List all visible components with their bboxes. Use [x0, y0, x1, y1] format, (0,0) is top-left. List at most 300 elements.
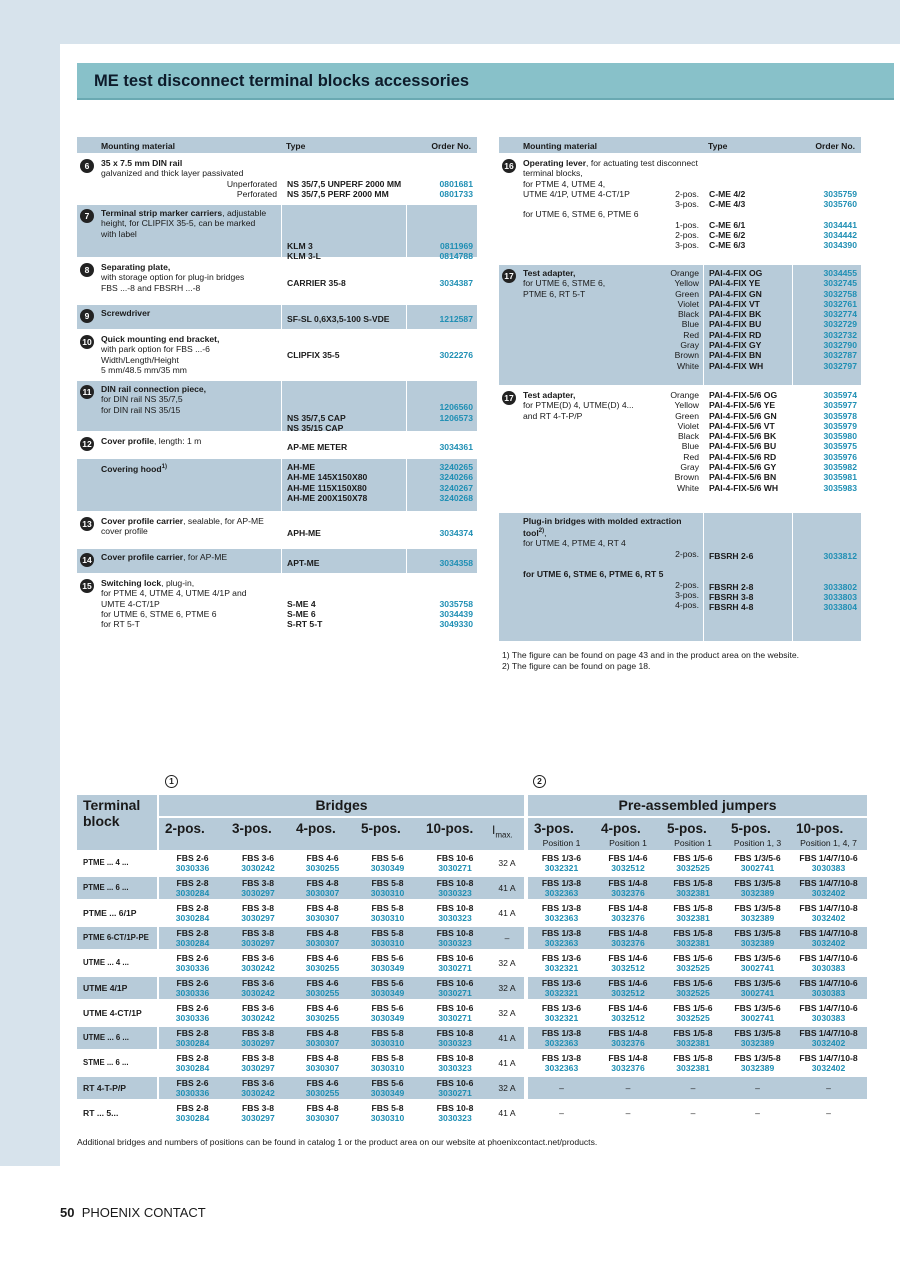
footnote-ref: 1) [161, 464, 167, 470]
header-mounting-material: Mounting material [523, 141, 598, 151]
jumper-cell [661, 953, 725, 974]
footnote-2: 2) The figure can be found on page 18. [502, 660, 651, 671]
order-number: 3033812 [823, 550, 857, 561]
bridge-type: FBS 4-6 [306, 1003, 339, 1013]
description-line [101, 344, 277, 354]
column-divider [281, 381, 282, 431]
description-bold: Operating lever [523, 158, 587, 168]
empty-cell: – [690, 1108, 696, 1118]
mounting-material-cell [97, 331, 281, 379]
column-divider [792, 513, 793, 641]
bridge-type: FBS 2-8 [176, 1053, 209, 1063]
jumper-type: FBS 1/4-6 [608, 853, 648, 863]
bridge-order-no: 3030255 [305, 863, 340, 874]
empty-cell: – [826, 1108, 831, 1118]
type-value: C-ME 6/3 [709, 240, 746, 251]
order-no-cell [407, 205, 477, 261]
jumper-order-no: 3032389 [740, 1038, 775, 1049]
order-number: 3034439 [439, 608, 473, 619]
table-row [77, 1002, 867, 1024]
mounting-material-cell [519, 265, 703, 385]
jumper-order-no: 3032381 [676, 913, 710, 924]
jumper-cell [528, 853, 595, 874]
order-number: 3035979 [823, 420, 857, 431]
table-row [77, 977, 867, 999]
description-line [523, 340, 699, 350]
imax-value: 32 A [498, 958, 516, 968]
bridge-type: FBS 4-8 [306, 1103, 339, 1113]
bridge-type: FBS 3-8 [242, 1103, 274, 1113]
description-text: cover profile [101, 526, 148, 537]
imax-header [492, 823, 513, 839]
description-text: , length: 1 m [154, 436, 202, 446]
type-cell [283, 305, 409, 329]
bridge-order-no: 3030284 [175, 1113, 210, 1124]
bridge-type: FBS 5-8 [371, 903, 404, 913]
imax-value: 41 A [498, 1058, 516, 1068]
jumper-type: FBS 1/3-6 [541, 1003, 582, 1013]
option-label: White [677, 360, 699, 371]
type-value: PAI-4-FIX-5/6 WH [709, 482, 779, 493]
type-cell [283, 205, 409, 261]
type-value: PAI-4-FIX YE [709, 278, 761, 289]
description-line [101, 229, 277, 239]
bridge-type: FBS 5-6 [371, 1078, 404, 1088]
order-number: 3035981 [823, 472, 857, 483]
description-text: , adjustable [222, 208, 267, 218]
option-label: Gray [680, 340, 699, 351]
option-label: Violet [677, 420, 699, 431]
bridge-cell [420, 903, 490, 924]
table-row [77, 927, 867, 949]
jumper-type: FBS 1/3-6 [541, 853, 582, 863]
option-label: Orange [670, 390, 699, 400]
order-number: 3035982 [823, 462, 857, 473]
jumper-cell [725, 853, 790, 874]
jumper-cell [725, 1028, 790, 1049]
bridge-type: FBS 3-6 [242, 853, 274, 863]
jumper-cell [661, 903, 725, 924]
jumper-type: FBS 1/4-6 [608, 953, 648, 963]
header-divider [159, 816, 524, 818]
left-accessory-table [77, 137, 477, 635]
bridge-cell [355, 978, 420, 999]
table-row [77, 1077, 867, 1099]
jumper-order-no: 3032381 [676, 1038, 710, 1049]
bridge-order-no: 3030271 [438, 988, 472, 999]
type-cell [705, 265, 791, 385]
table-row [77, 1027, 867, 1049]
bridge-order-no: 3030297 [241, 938, 275, 949]
bridge-cell [420, 1103, 490, 1124]
column-divider [281, 575, 282, 633]
option-label: 2-pos. [675, 548, 699, 559]
bridge-type: FBS 3-8 [242, 878, 274, 888]
jumper-type: FBS 1/3/5-6 [734, 853, 781, 863]
bridge-type: FBS 3-6 [242, 953, 274, 963]
type-cell [283, 259, 409, 303]
jumper-cell [661, 928, 725, 949]
imax-value: 32 A [498, 1083, 516, 1093]
bridge-type: FBS 5-6 [371, 1003, 404, 1013]
description-line [523, 580, 699, 590]
bridge-cell [420, 1053, 490, 1074]
empty-cell: – [690, 1083, 696, 1093]
jumper-type: FBS 1/3/5-6 [734, 953, 781, 963]
description-line [523, 411, 699, 421]
left_rows-row [77, 259, 477, 305]
type-cell [705, 513, 791, 641]
type-value: APH-ME [287, 528, 321, 539]
description-text: for UTME 6, STME 6, PTME 6 [523, 209, 639, 220]
type-cell [705, 387, 791, 511]
description-text: 5 mm/48.5 mm/35 mm [101, 364, 187, 375]
mounting-material-cell [97, 513, 281, 547]
left_rows-row [77, 513, 477, 549]
mounting-material-cell [519, 155, 703, 263]
bridge-type: FBS 5-8 [371, 878, 404, 888]
order-no-cell [793, 387, 861, 511]
description-line [523, 441, 699, 451]
jumper-order-no: 3032321 [544, 863, 579, 874]
column-divider [406, 155, 407, 203]
bridge-col-header: 2-pos. [165, 821, 205, 836]
jumper-type: FBS 1/3/5-8 [734, 1053, 781, 1063]
description-text: galvanized and thick layer passivated [101, 168, 244, 179]
bridge-cell [159, 1078, 226, 1099]
order-number: 3035974 [823, 390, 857, 400]
description-bold: Quick mounting end bracket, [101, 334, 220, 344]
order-number: 3032732 [823, 329, 857, 340]
table-row [77, 877, 867, 899]
option-label: Black [677, 309, 699, 320]
bridge-order-no: 3030307 [305, 888, 340, 899]
description-line [523, 220, 699, 230]
order-number: 1206573 [439, 412, 473, 423]
jumper-cell [725, 953, 790, 974]
order-number: 3032787 [823, 350, 857, 361]
order-number: 3032774 [823, 309, 857, 320]
bridge-type: FBS 4-8 [306, 1053, 339, 1063]
section-1-badge: 1 [165, 775, 178, 788]
order-number: 3035978 [823, 410, 857, 421]
description-text: FBS ...-8 and FBSRH ...-8 [101, 282, 201, 293]
terminal-block-label: PTME ... 6 ... [83, 883, 129, 892]
type-cell [283, 433, 409, 457]
jumper-position: Position 1 [542, 838, 581, 848]
jumper-cell [790, 903, 867, 924]
bridge-cell [420, 853, 490, 874]
item-number-badge: 16 [502, 159, 516, 173]
mounting-material-cell [97, 433, 281, 457]
bridge-order-no: 3030307 [305, 1113, 340, 1124]
type-value: S-RT 5-T [287, 619, 323, 630]
order-number: 0811969 [440, 240, 473, 251]
description-line [523, 516, 699, 526]
jumper-col-header: 4-pos. [601, 821, 641, 836]
footnote-ref: 2) [538, 528, 545, 535]
type-cell [283, 331, 409, 379]
additional-info-note: Additional bridges and numbers of positions can be found in catalog 1 or the product area on our website at phoenixcontact.net/products. [77, 1137, 598, 1147]
bridge-cell [159, 1053, 226, 1074]
right_rows-row [499, 265, 861, 387]
bridge-order-no: 3030297 [241, 1038, 275, 1049]
type-value [287, 168, 405, 178]
type-cell [283, 513, 409, 547]
jumper-cell [661, 878, 725, 899]
order-no-cell [407, 513, 477, 547]
type-value: APT-ME [287, 558, 320, 568]
page-footer [60, 1205, 206, 1220]
description-text: , plug-in, [161, 578, 195, 588]
bridge-type: FBS 2-8 [176, 1028, 209, 1038]
bridge-cell [290, 953, 355, 974]
jumper-type: FBS 1/4/7/10-8 [799, 878, 858, 888]
bridge-type: FBS 3-8 [242, 1028, 274, 1038]
type-cell [283, 459, 409, 511]
description-line [101, 355, 277, 365]
description-line [523, 526, 699, 538]
bridge-col-header: 10-pos. [426, 821, 474, 836]
type-cell [283, 155, 409, 203]
type-value: PAI-4-FIX GY [709, 340, 762, 351]
bridge-order-no: 3030297 [241, 1063, 275, 1074]
bridge-order-no: 3030284 [175, 913, 210, 924]
description-text: with label [101, 228, 137, 239]
bridge-cell [420, 1028, 490, 1049]
type-value [287, 158, 405, 168]
bridge-type: FBS 4-8 [306, 928, 339, 938]
description-line [101, 334, 277, 344]
order-no-cell [407, 459, 477, 511]
option-label: Green [675, 288, 699, 299]
table-row [77, 852, 867, 874]
description-bold: Switching lock [101, 578, 162, 588]
imax-subscript: max. [495, 830, 513, 840]
type-value: SF-SL 0,6X3,5-100 S-VDE [287, 314, 390, 324]
jumper-type: FBS 1/5-8 [673, 903, 713, 913]
description-line [101, 272, 277, 282]
jumper-cell [790, 1053, 867, 1074]
description-line [101, 384, 277, 394]
description-line [523, 549, 699, 559]
option-label: 2-pos. [675, 579, 699, 590]
option-label: Orange [670, 268, 699, 278]
description-line [523, 230, 699, 240]
bridge-type: FBS 5-8 [371, 928, 404, 938]
footnote-1: 1) The figure can be found on page 43 and in the product area on the website. [502, 650, 800, 660]
jumper-order-no: 3032376 [611, 1038, 645, 1049]
type-value [287, 268, 405, 278]
jumper-order-no: 3032363 [544, 1038, 579, 1049]
order-number: 3240266 [439, 472, 473, 483]
bridge-order-no: 3030271 [438, 1088, 472, 1099]
column-divider [281, 305, 282, 329]
type-value: NS 35/15 CAP [287, 422, 344, 433]
jumper-order-no: 3032389 [740, 888, 775, 899]
bridge-type: FBS 3-8 [242, 903, 274, 913]
bridge-cell [159, 953, 226, 974]
jumper-cell [595, 1003, 661, 1024]
description-line [523, 319, 699, 329]
order-number: 0814788 [439, 250, 473, 261]
description-text: terminal blocks, [523, 168, 583, 179]
jumper-order-no: 3032321 [544, 988, 579, 999]
bridge-cell [290, 978, 355, 999]
description-text: , for actuating test disconnect [586, 158, 698, 168]
bridge-cell [159, 1003, 226, 1024]
imax-value: – [504, 933, 510, 943]
bridge-order-no: 3030336 [175, 1013, 210, 1024]
order-number: 3033804 [823, 602, 857, 613]
jumper-order-no: 3032402 [811, 1063, 846, 1074]
order-number [411, 392, 473, 402]
jumper-type: FBS 1/4-6 [608, 978, 648, 988]
description-line [523, 390, 699, 400]
imax-value: 32 A [498, 1008, 516, 1018]
left_rows-row [77, 305, 477, 331]
order-number [797, 179, 857, 189]
column-divider [703, 265, 704, 385]
order-number [797, 571, 857, 581]
jumper-cell [661, 978, 725, 999]
bridge-col-header: 5-pos. [361, 821, 401, 836]
bridge-type: FBS 2-8 [176, 928, 209, 938]
option-label: 3-pos. [675, 589, 699, 600]
column-divider [792, 265, 793, 385]
description-line [101, 578, 277, 588]
type-value: PAI-4-FIX VT [709, 298, 760, 309]
jumper-cell [725, 1003, 790, 1024]
jumper-type: FBS 1/3/5-8 [734, 903, 781, 913]
jumper-cell [725, 903, 790, 924]
jumper-cell [528, 928, 595, 949]
mounting-material-cell [97, 549, 281, 573]
footnotes [502, 650, 799, 671]
order-number: 3035980 [823, 431, 857, 442]
header-type: Type [708, 141, 728, 151]
type-value [287, 588, 405, 598]
bridge-type: FBS 2-8 [176, 878, 209, 888]
bridge-cell [159, 903, 226, 924]
bridge-cell [159, 1103, 226, 1124]
type-value: AH-ME 200X150X78 [287, 492, 368, 503]
jumper-type: FBS 1/3-6 [541, 978, 582, 988]
description-line [101, 168, 277, 178]
left_rows-row [77, 381, 477, 433]
jumper-type: FBS 1/4/7/10-6 [799, 953, 858, 963]
column-divider [406, 259, 407, 303]
description-line [523, 431, 699, 441]
order-number [797, 168, 857, 178]
bridge-order-no: 3030284 [175, 1038, 210, 1049]
bridge-order-no: 3030242 [241, 863, 275, 874]
column-divider [406, 513, 407, 547]
type-value [709, 158, 787, 168]
option-label: Black [677, 431, 699, 442]
option-label: White [677, 482, 699, 493]
column-divider [703, 155, 704, 263]
jumper-order-no: 3032525 [676, 988, 710, 999]
description-line [101, 283, 277, 293]
type-value [287, 220, 405, 230]
jumper-cell [790, 853, 867, 874]
right_rows-row [499, 155, 861, 265]
imax-symbol: I [492, 823, 496, 837]
description-line [523, 462, 699, 472]
type-value: FBSRH 3-8 [709, 592, 754, 603]
item-number-badge: 15 [80, 579, 94, 593]
type-value: FBSRH 2-6 [709, 550, 754, 561]
bridge-type: FBS 2-6 [176, 1003, 209, 1013]
bridge-order-no: 3030297 [241, 913, 275, 924]
bridge-type: FBS 5-6 [371, 978, 404, 988]
type-value: PAI-4-FIX RD [709, 329, 762, 340]
jumper-cell [595, 1028, 661, 1049]
order-number [411, 423, 473, 433]
bridge-order-no: 3030255 [305, 1088, 340, 1099]
jumpers-header: Pre-assembled jumpers [618, 797, 777, 813]
jumper-position: Position 1, 3 [733, 838, 782, 848]
jumper-order-no: 3030383 [811, 863, 846, 874]
jumper-col-header: 5-pos. [667, 821, 707, 836]
jumper-type: FBS 1/4-8 [608, 1028, 648, 1038]
type-value [709, 571, 787, 581]
jumper-order-no: 3032525 [676, 963, 710, 974]
description-line [523, 472, 699, 482]
jumper-type: FBS 1/3/5-8 [734, 878, 781, 888]
option-label: 2-pos. [675, 188, 699, 199]
column-divider [792, 155, 793, 263]
jumper-type: FBS 1/4/7/10-8 [799, 1028, 858, 1038]
jumper-type: FBS 1/5-6 [673, 953, 713, 963]
option-label: Blue [681, 441, 699, 452]
bridge-type: FBS 3-6 [242, 978, 274, 988]
description-text: and RT 4-T-P/P [523, 410, 583, 421]
description-bold: Test adapter, [523, 268, 576, 278]
order-no-cell [407, 155, 477, 203]
jumper-type: FBS 1/3/5-8 [734, 1028, 781, 1038]
bridge-order-no: 3030297 [241, 1113, 275, 1124]
jumper-cell [661, 1003, 725, 1024]
description-line [523, 569, 699, 579]
column-divider [281, 433, 282, 457]
type-value: PAI-4-FIX BK [709, 309, 762, 320]
jumper-order-no: 3032402 [811, 888, 846, 899]
jumper-type: FBS 1/4-8 [608, 1053, 648, 1063]
order-number: 3032729 [823, 319, 857, 330]
bridge-cell [226, 953, 290, 974]
order-number: 3240265 [439, 462, 473, 472]
type-value [287, 340, 405, 350]
jumper-cell [790, 978, 867, 999]
jumper-order-no: 3032363 [544, 913, 579, 924]
order-number: 3035976 [823, 451, 857, 462]
left_rows-row [77, 331, 477, 381]
mounting-material-cell [97, 205, 281, 257]
jumper-cell [725, 978, 790, 999]
option-label: 3-pos. [675, 240, 699, 251]
description-line [101, 516, 277, 526]
column-divider [281, 259, 282, 303]
bridge-order-no: 3030336 [175, 963, 210, 974]
column-divider [281, 459, 282, 511]
jumper-type: FBS 1/5-8 [673, 1053, 713, 1063]
bridge-type: FBS 5-8 [371, 1028, 404, 1038]
type-value: PAI-4-FIX-5/6 GN [709, 410, 777, 421]
bridge-type: FBS 2-8 [176, 1103, 209, 1113]
item-number-badge: 10 [80, 335, 94, 349]
